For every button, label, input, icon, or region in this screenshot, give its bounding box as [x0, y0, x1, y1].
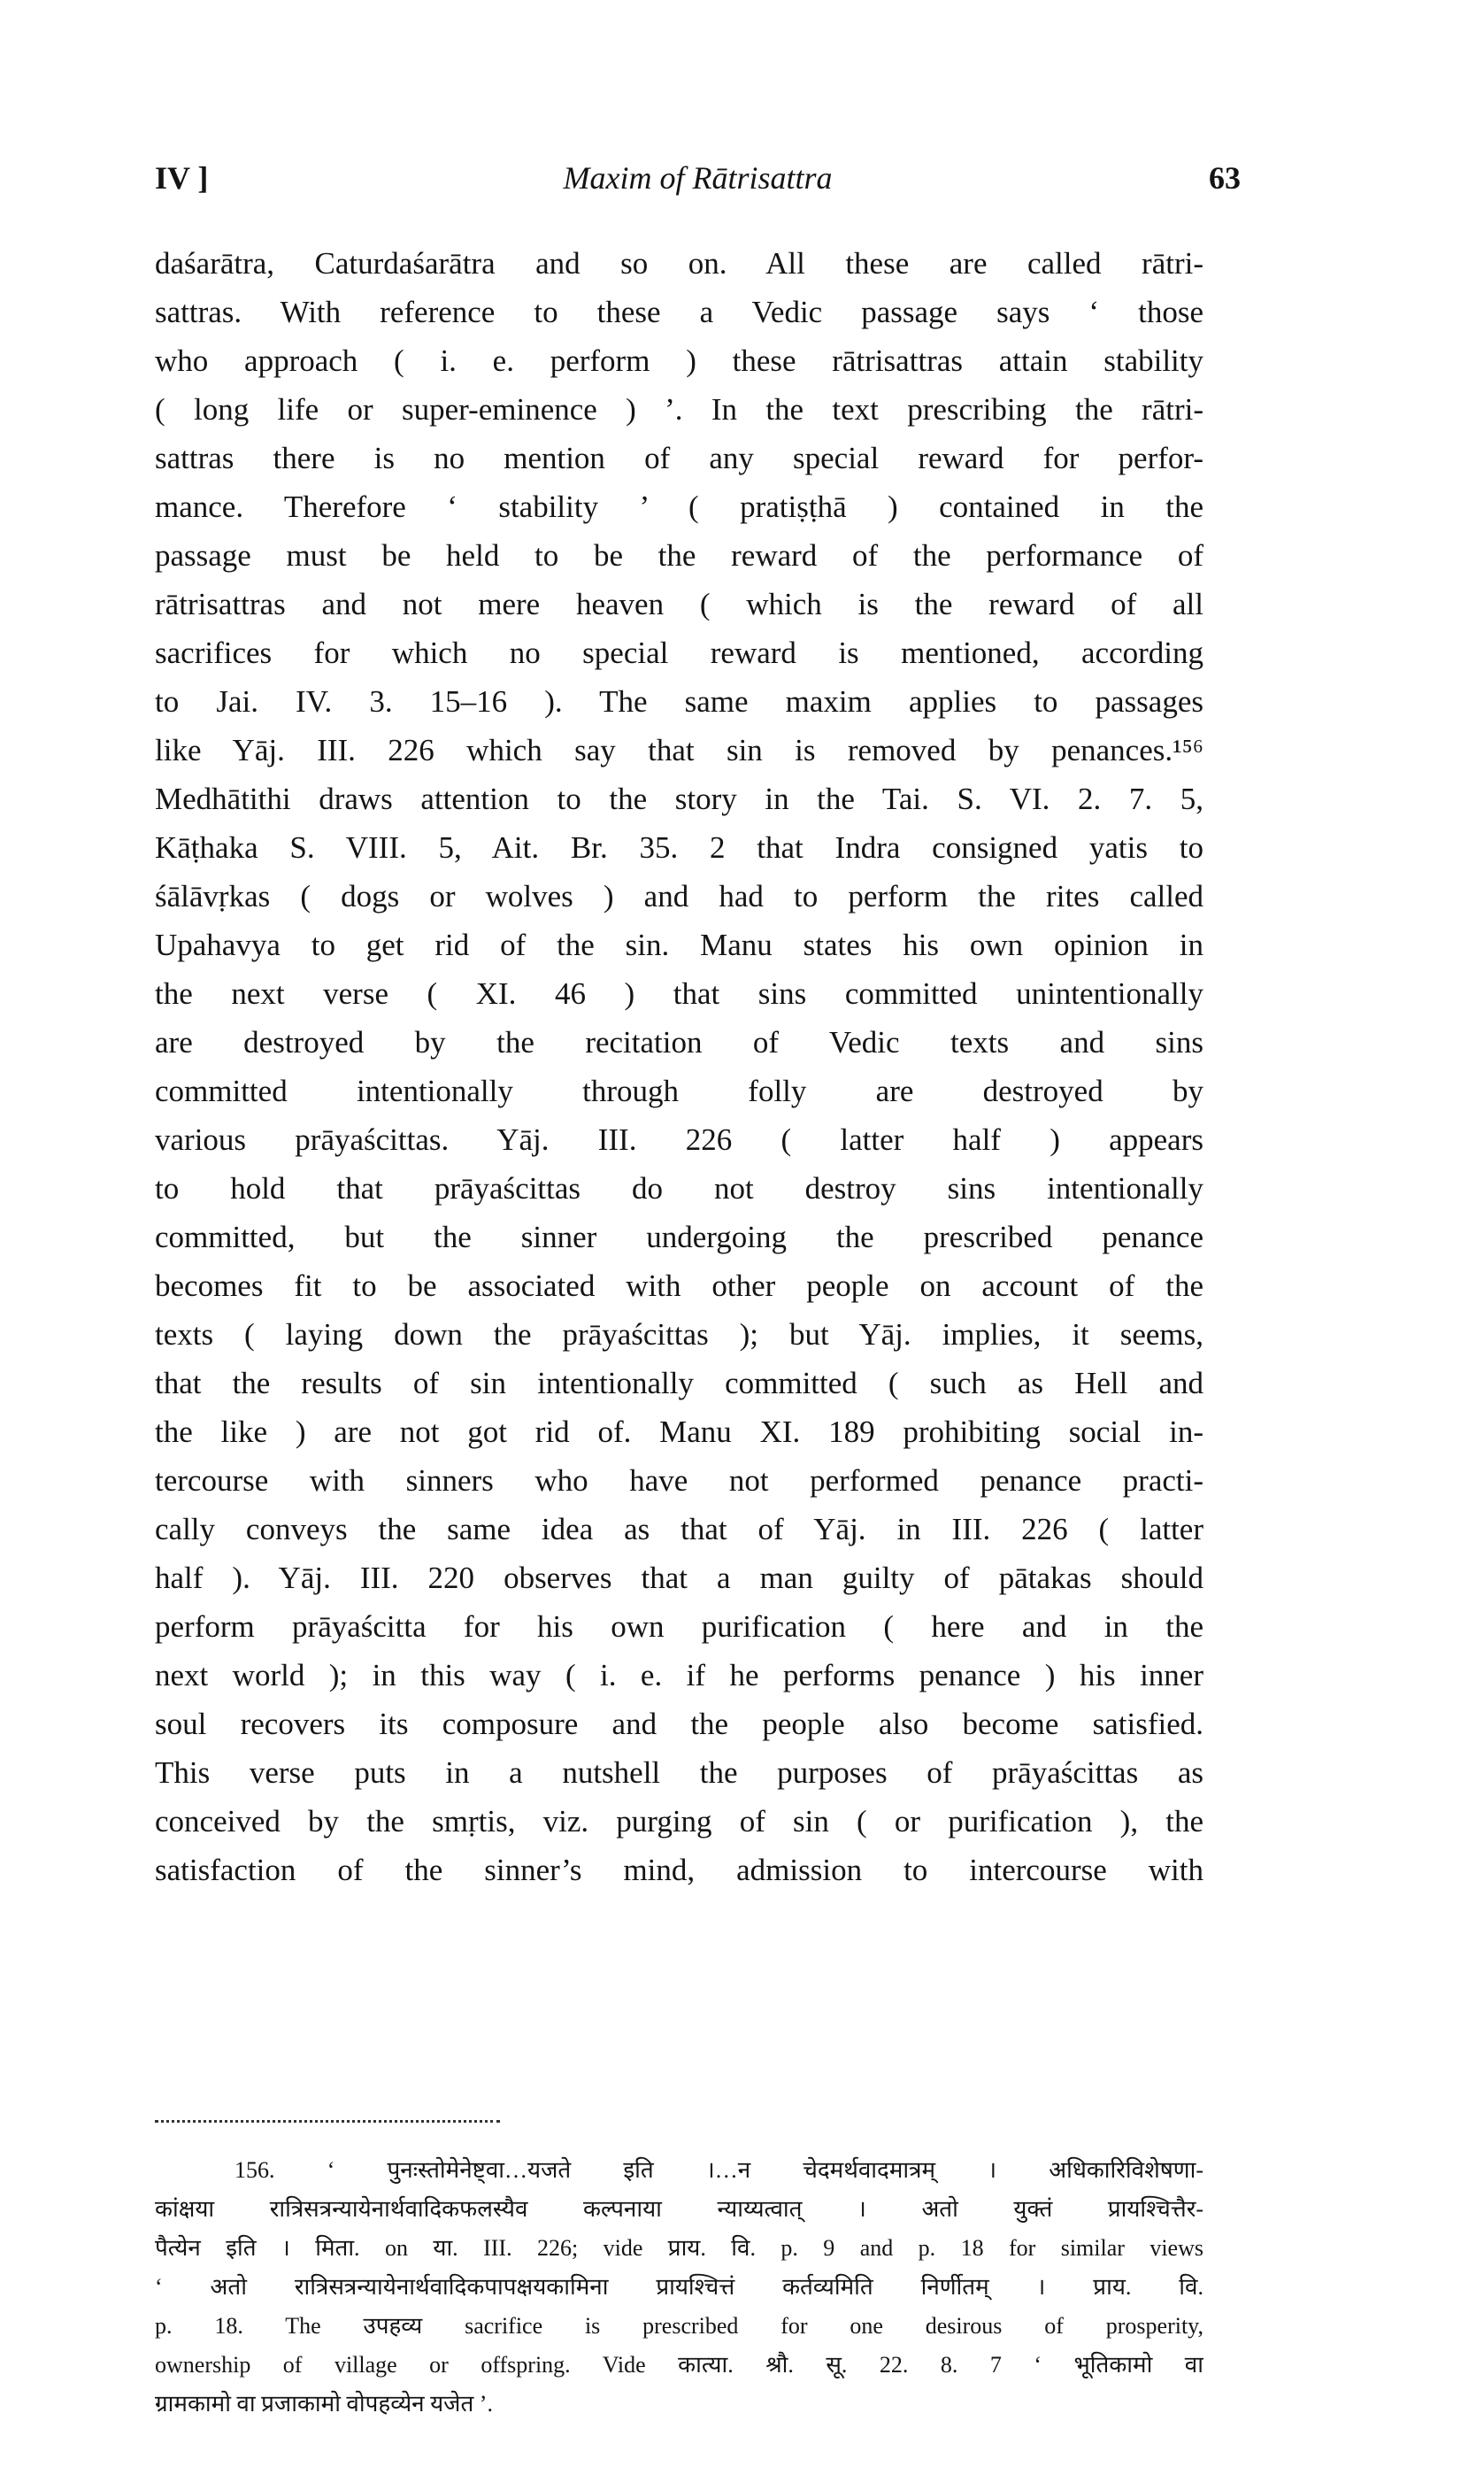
text-line: cally conveys the same idea as that of Yāj. in III. 226 ( latter	[155, 1512, 1203, 1546]
text-line: committed, but the sinner undergoing the prescribed penance	[155, 1220, 1203, 1254]
text-line: the next verse ( XI. 46 ) that sins committed unintentionally	[155, 976, 1203, 1011]
main-text	[155, 239, 1203, 1894]
running-title: Maxim of Rātrisattra	[563, 160, 833, 196]
text-line: that the results of sin intentionally committed ( such as Hell and	[155, 1366, 1203, 1400]
page-number: 63	[1209, 160, 1241, 196]
text-line: are destroyed by the recitation of Vedic texts and sins	[155, 1025, 1203, 1060]
footnote-divider	[155, 2120, 500, 2123]
footnote-line: ‘ अतो रात्रिसत्रन्यायेनार्थवादिकपापक्षयकामिना प्रायश्चित्तं कर्तव्यमिति निर्णीतम् । प्राय. वि.	[155, 2274, 1203, 2300]
footnote	[155, 2151, 1203, 2424]
text-line: to Jai. IV. 3. 15–16 ). The same maxim applies to passages	[155, 684, 1203, 719]
text-line: conceived by the smṛtis, viz. purging of sin ( or purification ), the	[155, 1804, 1203, 1839]
page-header	[155, 159, 1241, 204]
text-line: daśarātra, Caturdaśarātra and so on. All these are called rātri-	[155, 246, 1203, 281]
text-line: perform prāyaścitta for his own purification ( here and in the	[155, 1609, 1203, 1644]
text-line: like Yāj. III. 226 which say that sin is removed by penances.¹⁵⁶	[155, 733, 1203, 767]
footnote-line: ownership of village or offspring. Vide कात्या. श्रौ. सू. 22. 8. 7 ‘ भूतिकामो वा	[155, 2352, 1203, 2378]
text-line: sattras. With reference to these a Vedic passage says ‘ those	[155, 295, 1203, 329]
footnote-line: कांक्षया रात्रिसत्रन्यायेनार्थवादिकफलस्यैव कल्पनाया न्याय्यत्वात् । अतो युक्तं प्रायश्चित्तैर-	[155, 2196, 1203, 2222]
footnote-line: पैत्येन इति । मिता. on या. III. 226; vide प्राय. वि. p. 9 and p. 18 for similar views	[155, 2235, 1203, 2261]
text-line: tercourse with sinners who have not performed penance practi-	[155, 1463, 1203, 1498]
chapter-number: IV ]	[155, 160, 209, 196]
text-line: passage must be held to be the reward of the performance of	[155, 538, 1203, 573]
text-line: soul recovers its composure and the people also become satisfied.	[155, 1707, 1203, 1741]
text-line: satisfaction of the sinner’s mind, admission to intercourse with	[155, 1853, 1203, 1887]
text-line: texts ( laying down the prāyaścittas ); but Yāj. implies, it seems,	[155, 1317, 1203, 1352]
text-line: next world ); in this way ( i. e. if he performs penance ) his inner	[155, 1658, 1203, 1692]
text-line: Upahavya to get rid of the sin. Manu states his own opinion in	[155, 928, 1203, 962]
text-line: becomes fit to be associated with other people on account of the	[155, 1268, 1203, 1303]
footnote-line: ग्रामकामो वा प्रजाकामो वोपहव्येन यजेत ’.	[155, 2391, 493, 2417]
text-line: This verse puts in a nutshell the purposes of prāyaścittas as	[155, 1755, 1203, 1790]
text-line: the like ) are not got rid of. Manu XI. 189 prohibiting social in-	[155, 1415, 1203, 1449]
text-line: Medhātithi draws attention to the story in the Tai. S. VI. 2. 7. 5,	[155, 782, 1203, 816]
text-line: to hold that prāyaścittas do not destroy sins intentionally	[155, 1171, 1203, 1206]
text-line: half ). Yāj. III. 220 observes that a man guilty of pātakas should	[155, 1561, 1203, 1595]
text-line: committed intentionally through folly are destroyed by	[155, 1074, 1203, 1108]
text-line: mance. Therefore ‘ stability ’ ( pratiṣṭhā ) contained in the	[155, 490, 1203, 524]
text-line: sacrifices for which no special reward is mentioned, according	[155, 636, 1203, 670]
text-line: ( long life or super-eminence ) ’. In the text prescribing the rātri-	[155, 392, 1203, 427]
text-line: various prāyaścittas. Yāj. III. 226 ( latter half ) appears	[155, 1122, 1203, 1157]
footnote-line: 156. ‘ पुनःस्तोमेनेष्ट्वा…यजते इति ।…न चेदमर्थवादमात्रम् । अधिकारिविशेषणा-	[235, 2157, 1203, 2183]
text-line: rātrisattras and not mere heaven ( which is the reward of all	[155, 587, 1203, 621]
text-line: who approach ( i. e. perform ) these rātrisattras attain stability	[155, 343, 1203, 378]
text-line: śālāvṛkas ( dogs or wolves ) and had to perform the rites called	[155, 879, 1203, 914]
text-line: Kāṭhaka S. VIII. 5, Ait. Br. 35. 2 that Indra consigned yatis to	[155, 830, 1203, 865]
text-line: sattras there is no mention of any special reward for perfor-	[155, 441, 1203, 475]
footnote-line: p. 18. The उपहव्य sacrifice is prescribed for one desirous of prosperity,	[155, 2313, 1203, 2339]
